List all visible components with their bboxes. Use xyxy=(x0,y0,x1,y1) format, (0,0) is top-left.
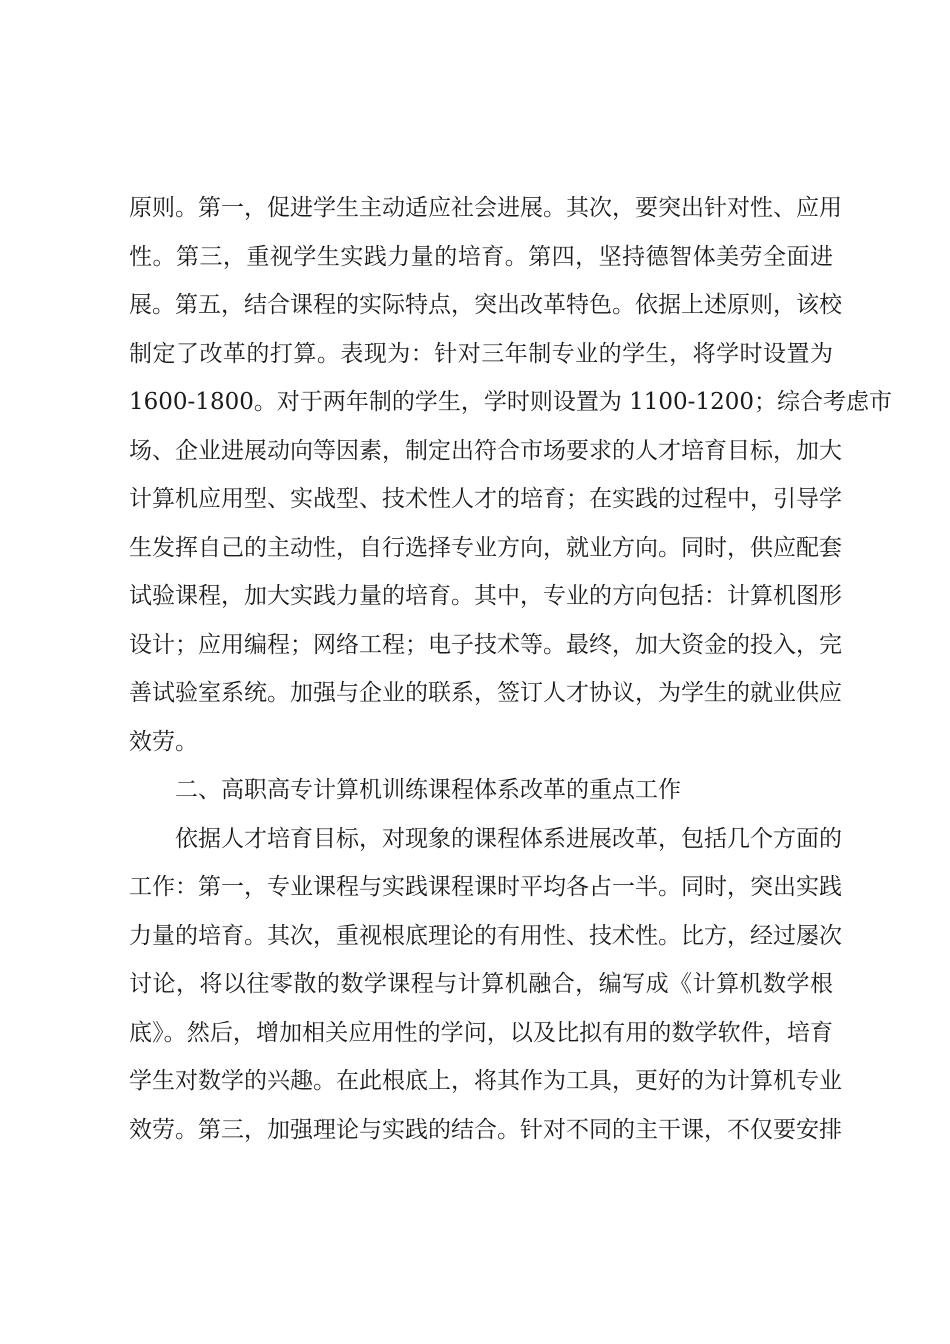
paragraph-line: 善试验室系统。加强与企业的联系，签订人才协议，为学生的就业供应 xyxy=(129,680,842,706)
paragraph-line: 效劳。 xyxy=(129,728,198,755)
section-heading: 二、高职高专计算机训练课程体系改革的重点工作 xyxy=(175,777,681,803)
paragraph-line: 生发挥自己的主动性，自行选择专业方向，就业方向。同时，供应配套 xyxy=(129,534,842,561)
body-text xyxy=(129,184,892,1154)
paragraph-line: 1600-1800。对于两年制的学生，学时则设置为 1100-1200；综合考虑市 xyxy=(129,389,892,415)
paragraph-line: 依据人才培育目标，对现象的课程体系进展改革，包括几个方面的 xyxy=(175,825,842,852)
paragraph-line: 工作：第一，专业课程与实践课程课时平均各占一半。同时，突出实践 xyxy=(129,874,842,900)
paragraph-line: 制定了改革的打算。表现为：针对三年制专业的学生，将学时设置为 xyxy=(129,340,833,367)
paragraph-line: 学生对数学的兴趣。在此根底上，将其作为工具，更好的为计算机专业 xyxy=(129,1068,842,1094)
paragraph-line: 计算机应用型、实战型、技术性人才的培育；在实践的过程中，引导学 xyxy=(129,486,842,512)
paragraph-line: 底》。然后，增加相关应用性的学问，以及比拟有用的数学软件，培育 xyxy=(129,1019,833,1046)
paragraph-line: 性。第三，重视学生实践力量的培育。第四，坚持德智体美劳全面进 xyxy=(129,243,833,270)
paragraph-line: 讨论，将以往零散的数学课程与计算机融合，编写成《计算机数学根 xyxy=(129,971,833,997)
paragraph-1 xyxy=(129,184,892,766)
paragraph-line: 原则。第一，促进学生主动适应社会进展。其次，要突出针对性、应用 xyxy=(129,195,842,221)
paragraph-line: 设计；应用编程；网络工程；电子技术等。最终，加大资金的投入，完 xyxy=(129,631,842,658)
paragraph-line: 力量的培育。其次，重视根底理论的有用性、技术性。比方，经过屡次 xyxy=(129,922,842,949)
paragraph-line: 场、企业进展动向等因素，制定出符合市场要求的人才培育目标，加大 xyxy=(129,437,842,464)
paragraph-line: 试验课程，加大实践力量的培育。其中，专业的方向包括：计算机图形 xyxy=(129,583,842,609)
paragraph-2 xyxy=(129,815,842,1155)
paragraph-line: 效劳。第三，加强理论与实践的结合。针对不同的主干课，不仅要安排 xyxy=(129,1116,842,1143)
paragraph-line: 展。第五，结合课程的实际特点，突出改革特色。依据上述原则，该校 xyxy=(129,292,842,318)
